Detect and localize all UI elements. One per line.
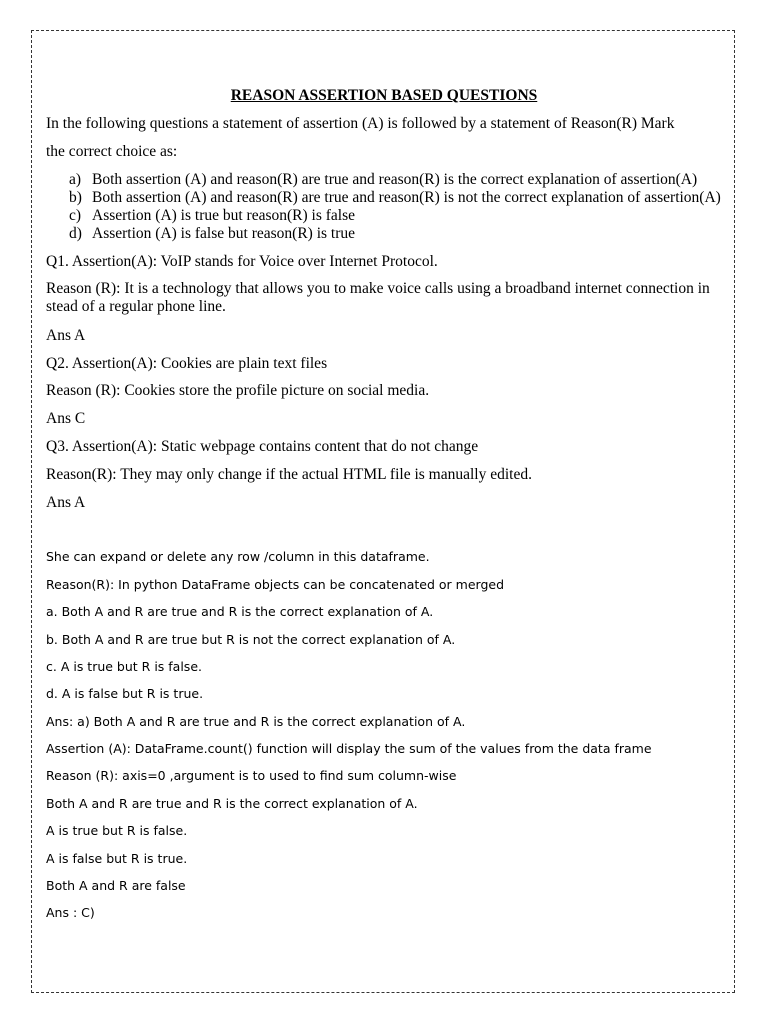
option-letter: b) — [69, 189, 82, 206]
option-b — [69, 189, 721, 207]
q4-answer: Ans: a) Both A and R are true and R is the correct explanation of A. — [46, 714, 466, 729]
q2-reason: Reason (R): Cookies store the profile picture on social media. — [46, 382, 430, 399]
option-letter: d) — [69, 225, 82, 242]
q5-answer: Ans : C) — [46, 905, 95, 920]
q3-assertion: Q3. Assertion(A): Static webpage contains content that do not change — [46, 438, 479, 455]
intro-line-2: the correct choice as: — [46, 143, 178, 160]
q5-choice-d: Both A and R are false — [46, 878, 186, 893]
q5-reason: Reason (R): axis=0 ,argument is to used to find sum column-wise — [46, 768, 457, 783]
q4-choice-b: b. Both A and R are true but R is not the correct explanation of A. — [46, 632, 456, 647]
q1-reason: Reason (R): It is a technology that allows you to make voice calls using a broadband internet connection in stead of a regular phone line. — [46, 280, 710, 315]
q4-choice-c: c. A is true but R is false. — [46, 659, 202, 674]
q1-assertion: Q1. Assertion(A): VoIP stands for Voice over Internet Protocol. — [46, 253, 438, 270]
q5-choice-a: Both A and R are true and R is the correct explanation of A. — [46, 796, 418, 811]
q2-assertion: Q2. Assertion(A): Cookies are plain text files — [46, 355, 328, 372]
q3-answer: Ans A — [46, 494, 86, 511]
option-letter: c) — [69, 207, 82, 224]
option-text: Both assertion (A) and reason(R) are true and reason(R) is not the correct explanation of assertion(A) — [92, 189, 721, 206]
q4-choice-a: a. Both A and R are true and R is the correct explanation of A. — [46, 604, 434, 619]
q4-reason: Reason(R): In python DataFrame objects can be concatenated or merged — [46, 577, 505, 592]
option-text: Assertion (A) is false but reason(R) is true — [92, 225, 356, 242]
option-c — [69, 207, 355, 225]
option-d — [69, 225, 355, 243]
q5-choice-b: A is true but R is false. — [46, 823, 188, 838]
q1-answer: Ans A — [46, 327, 86, 344]
option-a — [69, 171, 697, 189]
intro-line-1: In the following questions a statement of assertion (A) is followed by a statement of Reason(R) Mark — [46, 115, 675, 132]
page-title: REASON ASSERTION BASED QUESTIONS — [230, 87, 538, 104]
q2-answer: Ans C — [46, 410, 86, 427]
q5-assertion: Assertion (A): DataFrame.count() function will display the sum of the values from the data frame — [46, 741, 652, 756]
q5-choice-c: A is false but R is true. — [46, 851, 188, 866]
q4-choice-d: d. A is false but R is true. — [46, 686, 204, 701]
q3-reason: Reason(R): They may only change if the actual HTML file is manually edited. — [46, 466, 532, 483]
option-letter: a) — [69, 171, 82, 188]
option-text: Assertion (A) is true but reason(R) is false — [92, 207, 356, 224]
option-text: Both assertion (A) and reason(R) are true and reason(R) is the correct explanation of assertion(A) — [92, 171, 698, 188]
q4-assertion: She can expand or delete any row /column in this dataframe. — [46, 549, 430, 564]
